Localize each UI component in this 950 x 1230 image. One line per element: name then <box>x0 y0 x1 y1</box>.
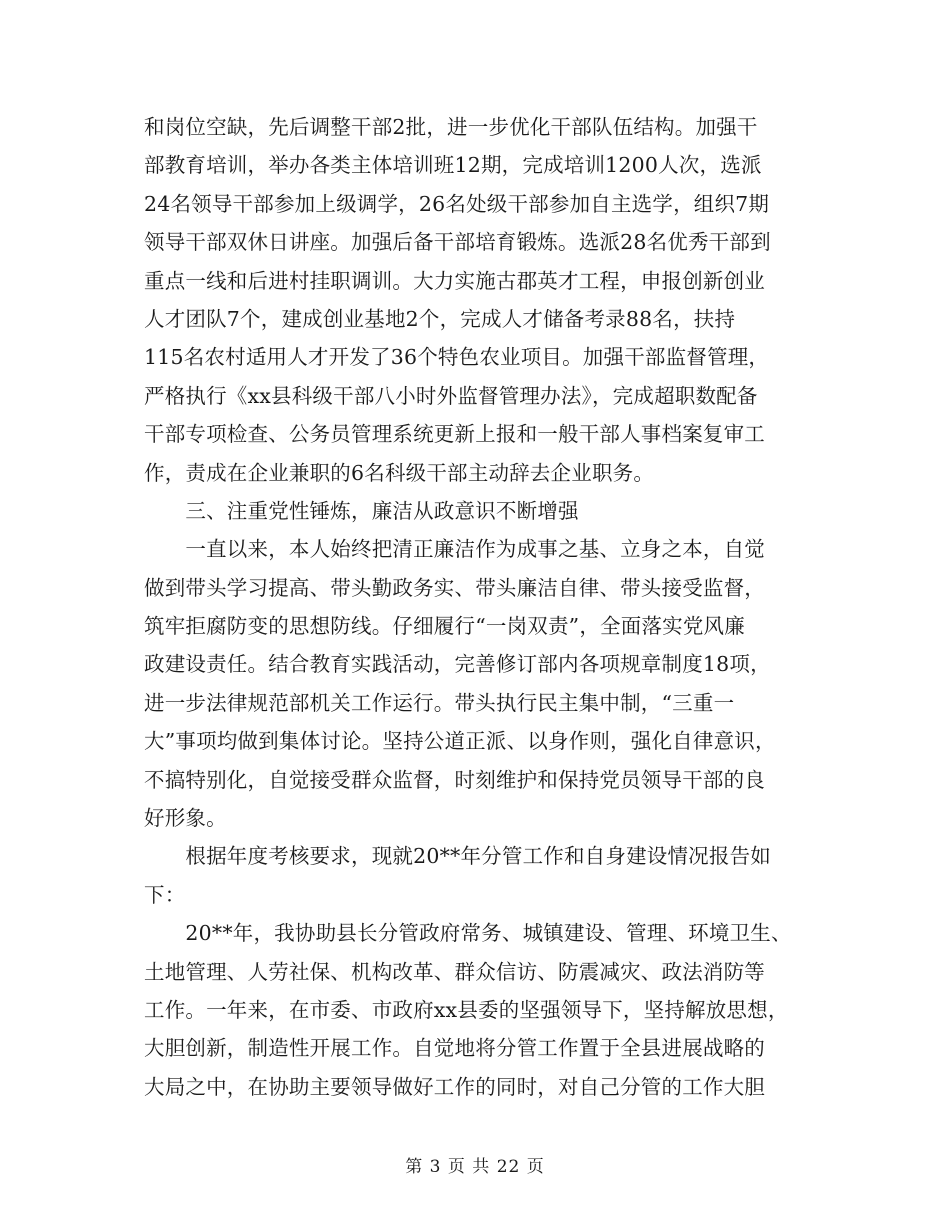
text-line: 24名领导干部参加上级调学，26名处级干部参加自主选学，组织7期 <box>144 191 770 216</box>
text-line: 筑牢拒腐防变的思想防线。仔细履行“一岗双责”，全面落实党风廉 <box>144 614 745 639</box>
text-line: 一直以来，本人始终把清正廉洁作为成事之基、立身之本，自觉 <box>144 537 765 562</box>
text-line: 根据年度考核要求，现就20**年分管工作和自身建设情况报告如 <box>144 844 771 869</box>
text-line: 土地管理、人劳社保、机构改革、群众信访、防震减灾、政法消防等 <box>144 959 765 984</box>
text-line: 20**年，我协助县长分管政府常务、城镇建设、管理、环境卫生、 <box>144 921 792 946</box>
text-line: 作，责成在企业兼职的6名科级干部主动辞去企业职务。 <box>144 460 655 485</box>
text-line: 干部专项检查、公务员管理系统更新上报和一般干部人事档案复审工 <box>144 422 765 447</box>
text-line: 重点一线和后进村挂职调训。大力实施古郡英才工程，申报创新创业 <box>144 268 765 293</box>
text-line: 大胆创新，制造性开展工作。自觉地将分管工作置于全县进展战略的 <box>144 1036 765 1061</box>
text-line: 进一步法律规范部机关工作运行。带头执行民主集中制，“三重一 <box>144 690 735 715</box>
text-line: 政建设责任。结合教育实践活动，完善修订部内各项规章制度18项， <box>144 652 771 677</box>
text-line: 大”事项均做到集体讨论。坚持公道正派、以身作则，强化自律意识， <box>144 729 776 754</box>
text-line: 做到带头学习提高、带头勤政务实、带头廉洁自律、带头接受监督， <box>144 575 765 600</box>
text-line: 领导干部双休日讲座。加强后备干部培育锻炼。选派28名优秀干部到 <box>144 230 771 255</box>
text-line: 大局之中，在协助主要领导做好工作的同时，对自己分管的工作大胆 <box>144 1074 765 1099</box>
text-line: 好形象。 <box>144 806 227 831</box>
text-line: 115名农村适用人才开发了36个特色农业项目。加强干部监督管理， <box>144 345 770 370</box>
text-line: 不搞特别化，自觉接受群众监督，时刻维护和保持党员领导干部的良 <box>144 767 765 792</box>
document-body <box>144 108 804 1106</box>
text-line: 下： <box>144 882 186 907</box>
text-line: 人才团队7个，建成创业基地2个，完成人才储备考录88名，扶持 <box>144 306 736 331</box>
section-heading: 三、注重党性锤炼，廉洁从政意识不断增强 <box>144 498 579 523</box>
page-number-footer: 第 3 页 共 22 页 <box>405 1157 545 1177</box>
text-line: 工作。一年来，在市委、市政府xx县委的坚强领导下，坚持解放思想， <box>144 997 789 1022</box>
text-line: 和岗位空缺，先后调整干部2批，进一步优化干部队伍结构。加强干 <box>144 115 758 139</box>
text-line: 严格执行《xx县科级干部八小时外监督管理办法》，完成超职数配备 <box>144 383 758 408</box>
text-line: 部教育培训，举办各类主体培训班12期，完成培训1200人次，选派 <box>144 153 762 178</box>
